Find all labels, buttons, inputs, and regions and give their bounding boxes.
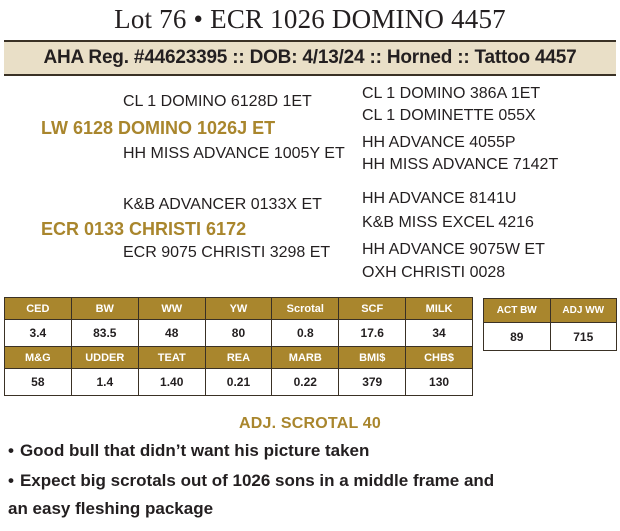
epd-header-scrotal: Scrotal: [272, 298, 339, 320]
pedigree-dam-dam-sire: HH ADVANCE 9075W ET: [362, 241, 545, 258]
epd-header-rea: REA: [205, 347, 272, 369]
epd-value-row-2: [5, 369, 473, 396]
epd-header-marb: MARB: [272, 347, 339, 369]
actuals-header-row: [484, 299, 617, 323]
comment-bullet-2: [8, 471, 494, 491]
lot-title: Lot 76 • ECR 1026 DOMINO 4457: [114, 4, 506, 34]
epd-value-marb: 0.22: [272, 369, 339, 396]
epd-value-row-1: [5, 320, 473, 347]
epd-header-row-1: [5, 298, 473, 320]
epd-header-row-2: [5, 347, 473, 369]
epd-header-milk: MILK: [406, 298, 473, 320]
pedigree-dam-sire-dam: K&B MISS EXCEL 4216: [362, 214, 534, 231]
epd-value-udder: 1.4: [71, 369, 138, 396]
pedigree-dam-dam-dam: OXH CHRISTI 0028: [362, 264, 506, 281]
epd-value-bw: 83.5: [71, 320, 138, 347]
epd-table: [4, 297, 473, 396]
actuals-table: [483, 298, 617, 351]
epd-value-ww: 48: [138, 320, 205, 347]
epd-header-scf: SCF: [339, 298, 406, 320]
epd-value-scrotal: 0.8: [272, 320, 339, 347]
registration-bar: [4, 40, 616, 76]
epd-header-bmi: BMI$: [339, 347, 406, 369]
pedigree-sire-sire: CL 1 DOMINO 6128D 1ET: [123, 93, 312, 110]
actuals-header-adj-ww: ADJ WW: [550, 299, 617, 323]
epd-value-bmi: 379: [339, 369, 406, 396]
pedigree-dam-sire-sire: HH ADVANCE 8141U: [362, 190, 517, 207]
pedigree-dam-sire: K&B ADVANCER 0133X ET: [123, 196, 322, 213]
comment-text-1: Good bull that didn’t want his picture taken: [19, 441, 370, 460]
actuals-value-act-bw: 89: [484, 323, 551, 351]
comment-text-2: Expect big scrotals out of 1026 sons in a middle frame and: [19, 471, 495, 490]
pedigree-sire-sire-sire: CL 1 DOMINO 386A 1ET: [362, 85, 541, 102]
epd-header-mg: M&G: [5, 347, 72, 369]
actuals-value-adj-ww: 715: [550, 323, 617, 351]
epd-header-udder: UDDER: [71, 347, 138, 369]
epd-value-ced: 3.4: [5, 320, 72, 347]
epd-value-scf: 17.6: [339, 320, 406, 347]
epd-value-teat: 1.40: [138, 369, 205, 396]
pedigree-sire-dam: HH MISS ADVANCE 1005Y ET: [123, 145, 345, 162]
adj-scrotal: ADJ. SCROTAL 40: [239, 415, 381, 432]
epd-header-teat: TEAT: [138, 347, 205, 369]
epd-header-chb: CHB$: [406, 347, 473, 369]
epd-header-bw: BW: [71, 298, 138, 320]
pedigree-dam-dam: ECR 9075 CHRISTI 3298 ET: [123, 244, 331, 261]
registration-text: AHA Reg. #44623395 :: DOB: 4/13/24 :: Horned :: Tattoo 4457: [43, 47, 577, 68]
epd-value-milk: 34: [406, 320, 473, 347]
epd-header-ww: WW: [138, 298, 205, 320]
actuals-header-act-bw: ACT BW: [484, 299, 551, 323]
bullet-mark: •: [8, 471, 14, 490]
epd-header-ced: CED: [5, 298, 72, 320]
pedigree-sire-sire-dam: CL 1 DOMINETTE 055X: [362, 107, 536, 124]
pedigree-dam: ECR 0133 CHRISTI 6172: [41, 219, 247, 239]
actuals-value-row: [484, 323, 617, 351]
comment-text-2-continued: an easy fleshing package: [8, 499, 214, 518]
epd-value-yw: 80: [205, 320, 272, 347]
epd-value-rea: 0.21: [205, 369, 272, 396]
epd-value-chb: 130: [406, 369, 473, 396]
pedigree-sire-dam-dam: HH MISS ADVANCE 7142T: [362, 156, 559, 173]
epd-header-yw: YW: [205, 298, 272, 320]
comment-bullet-1: [8, 441, 369, 461]
bullet-mark: •: [8, 441, 14, 460]
epd-value-mg: 58: [5, 369, 72, 396]
pedigree-sire-dam-sire: HH ADVANCE 4055P: [362, 134, 516, 151]
pedigree-sire: LW 6128 DOMINO 1026J ET: [41, 118, 276, 138]
